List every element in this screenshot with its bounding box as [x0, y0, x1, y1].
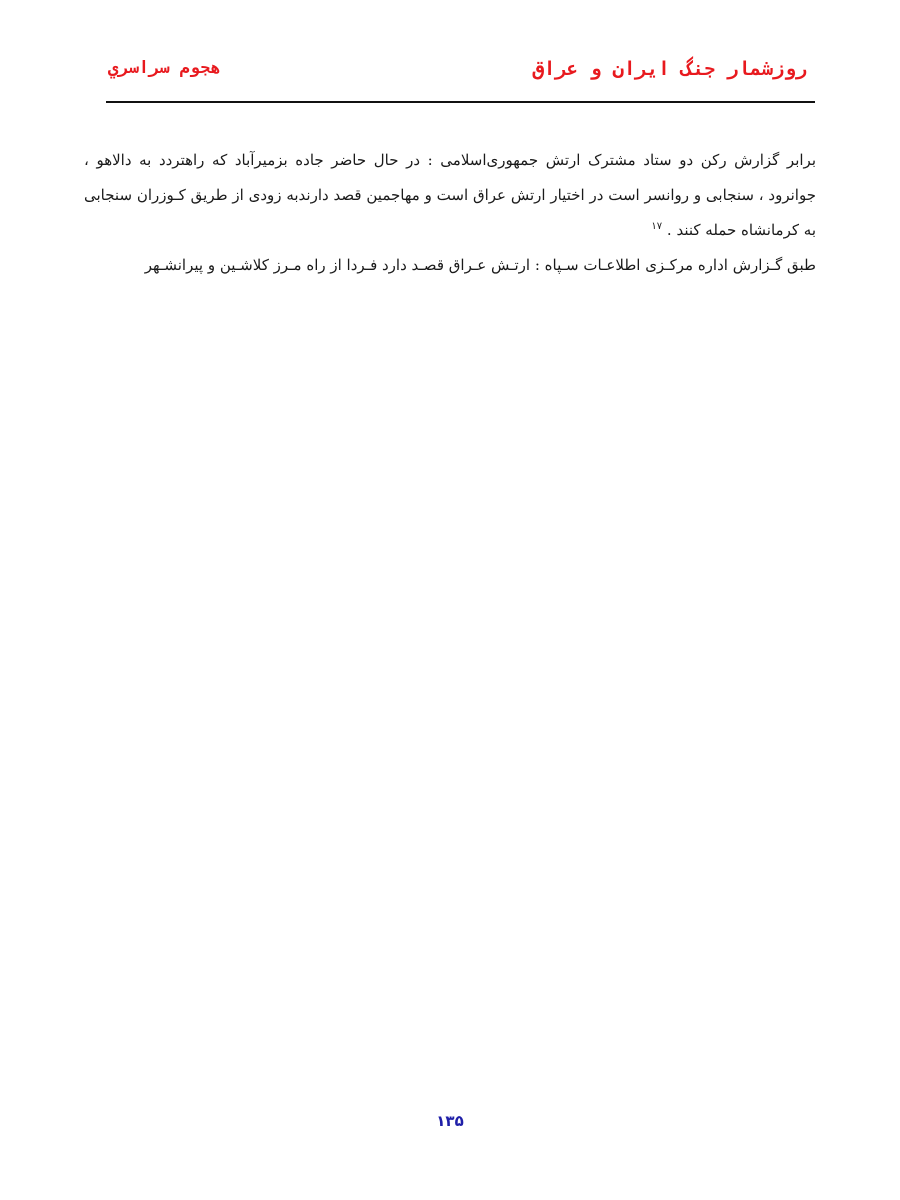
section-title: هجوم سراسري — [108, 58, 221, 78]
paragraph-text: برابر گزارش رکن دو ستاد مشترک ارتش جمهوری‌اسلامی : در حال حاضر جاده بزمیرآباد که راهتردد به دالاهو ، جوانرود ، سنجابی و روانسر است در اختیار ارتش عراق است و مهاجمین قصد دارندبه زودی از طریق کـوزران سنجابی به کرمانشاه حمله کنند . — [84, 151, 816, 239]
body-text — [84, 143, 816, 283]
paragraph-text: طبق گـزارش اداره مرکـزی اطلاعـات سـپاه : ارتـش عـراق قصـد دارد فـردا از راه مـرز کلاشـین و پیرانشـهر — [144, 256, 816, 274]
header-divider — [106, 101, 815, 103]
page-number: ۱۳۵ — [436, 1112, 464, 1130]
paragraph — [84, 143, 816, 248]
footnote-reference[interactable]: ۱۷ — [651, 221, 663, 232]
running-header — [106, 52, 815, 92]
paragraph — [84, 248, 816, 283]
book-title: روزشمار جنگ ایران و عراق — [532, 58, 807, 80]
